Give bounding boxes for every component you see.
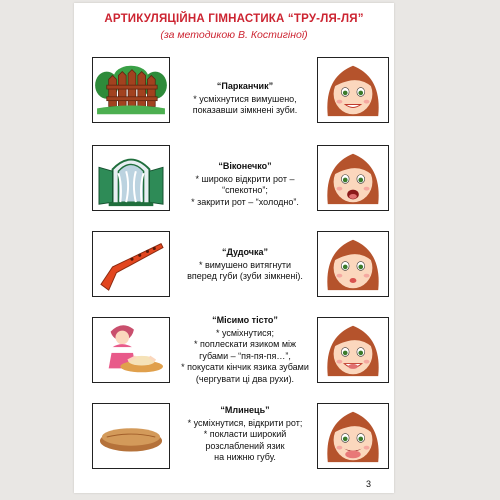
girl-face-icon [318,318,388,382]
exercise-line: вперед губи (зуби зімкнені). [187,271,303,281]
kneading-picture [92,317,170,383]
face-tongue-between-teeth [317,317,389,383]
pancake-icon [93,404,169,468]
exercise-line: * покласти широкий [203,429,287,439]
exercise-name: “Дудочка” [221,247,269,257]
exercise-window-text [174,161,316,208]
window-icon [93,146,169,210]
pipe-picture [92,231,170,297]
pancake-picture [92,403,170,469]
girl-face-icon [318,404,388,468]
page-title: АРТИКУЛЯЦІЙНА ГІМНАСТИКА “ТРУ-ЛЯ-ЛЯ” [104,13,364,25]
pipe-icon [93,232,169,296]
face-wide-tongue [317,403,389,469]
face-smile-teeth [317,57,389,123]
exercise-line: “спекотно”; [222,185,268,195]
fence-icon [93,58,169,122]
exercise-line: губами – “пя-пя-пя…”, [199,350,291,361]
exercise-line: на нижню губу. [214,452,276,462]
exercise-line: * поплескати язиком між [193,339,297,349]
exercise-pancake-text [174,405,316,464]
page-number: 3 [366,479,372,489]
exercise-fence-text [174,81,316,117]
exercise-line: показавши зімкнені зуби. [192,105,298,115]
exercise-line: * покусати кінчик язика зубами [181,362,309,372]
exercise-line: * широко відкрити рот – [195,173,295,184]
exercise-name: “Місимо тісто” [212,315,278,325]
exercise-line: * усміхнутися вимушено, [193,93,297,104]
girl-kneading-dough-icon [93,318,169,382]
girl-face-icon [318,146,388,210]
exercise-name: “Млинець” [220,405,270,415]
exercise-name: “Парканчик” [216,81,274,91]
exercise-line: * вимушено витягнути [198,259,291,270]
fence-picture [92,57,170,123]
window-picture [92,145,170,211]
face-open-mouth [317,145,389,211]
face-pursed-lips [317,231,389,297]
girl-face-icon [318,232,388,296]
workbook-page [74,3,394,493]
page-subtitle: (за методикою В. Костигіної) [160,29,308,41]
exercise-line: * закрити рот – “холодно”. [191,196,299,207]
exercise-name: “Віконечко” [218,161,272,171]
exercise-line: * усміхнутися; [215,327,275,338]
exercise-line: розслаблений язик [205,440,285,451]
girl-face-icon [318,58,388,122]
exercise-line: * усміхнутися, відкрити рот; [187,417,303,428]
exercise-line: (чергувати ці два рухи). [195,373,295,384]
exercise-dough-text [174,315,316,385]
exercise-pipe-text [174,247,316,283]
